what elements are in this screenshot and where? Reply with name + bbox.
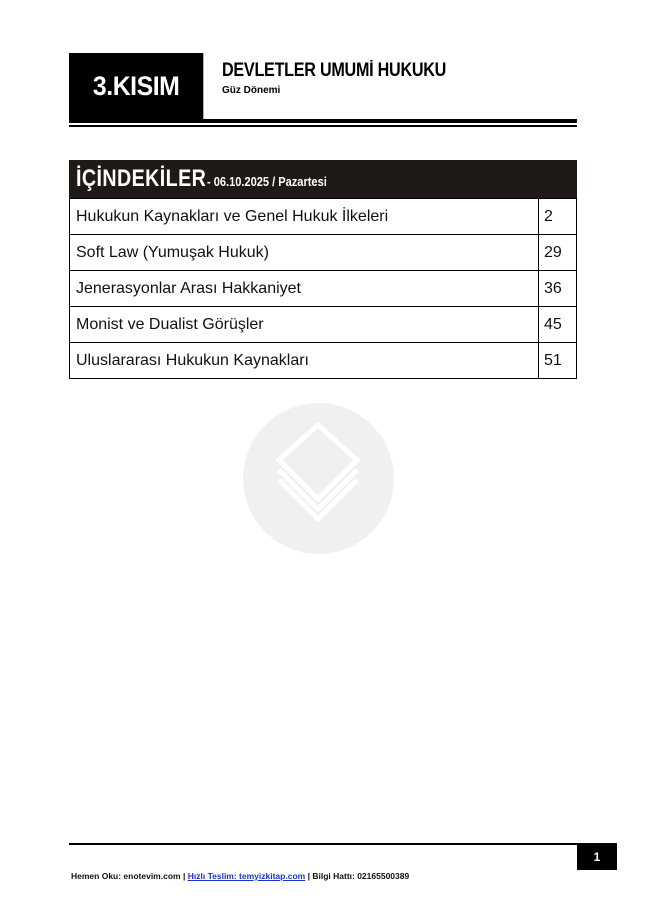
toc-row[interactable] xyxy=(70,343,577,379)
footer-info-line: Bilgi Hattı: 02165500389 xyxy=(312,871,410,881)
footer-read-label: Hemen Oku: enotevim.com xyxy=(71,871,181,881)
toc-header xyxy=(69,160,577,198)
toc-row[interactable] xyxy=(70,307,577,343)
toc-item-title[interactable]: Monist ve Dualist Görüşler xyxy=(70,307,539,343)
term-label: Güz Dönemi xyxy=(222,85,281,96)
toc-date: - 06.10.2025 / Pazartesi xyxy=(206,173,327,189)
footer-delivery-link[interactable]: Hızlı Teslim: temyizkitap.com xyxy=(187,871,306,881)
toc-item-title[interactable]: Hukukun Kaynakları ve Genel Hukuk İlkeleri xyxy=(70,199,539,235)
footer-rule xyxy=(69,843,577,845)
toc-item-page: 36 xyxy=(539,271,577,307)
toc-row[interactable] xyxy=(70,235,577,271)
course-title: DEVLETLER UMUMİ HUKUKU xyxy=(222,60,447,81)
toc-item-page: 29 xyxy=(539,235,577,271)
toc-item-title[interactable]: Soft Law (Yumuşak Hukuk) xyxy=(70,235,539,271)
toc-row[interactable] xyxy=(70,199,577,235)
footer-separator: | xyxy=(182,871,186,881)
footer-separator: | xyxy=(307,871,310,881)
page-number: 1 xyxy=(577,843,617,870)
header-rule-thick xyxy=(69,119,577,123)
toc-table xyxy=(69,198,577,379)
toc-row[interactable] xyxy=(70,271,577,307)
header-rule-thin xyxy=(69,125,577,127)
toc-item-title[interactable]: Jenerasyonlar Arası Hakkaniyet xyxy=(70,271,539,307)
footer-info xyxy=(71,871,409,881)
stacked-layers-icon xyxy=(243,403,394,554)
toc-item-page: 45 xyxy=(539,307,577,343)
toc-item-page: 2 xyxy=(539,199,577,235)
toc-item-page: 51 xyxy=(539,343,577,379)
chapter-label-box xyxy=(69,53,203,119)
chapter-label: 3.KISIM xyxy=(92,70,180,101)
toc-item-title[interactable]: Uluslararası Hukukun Kaynakları xyxy=(70,343,539,379)
toc-heading: İÇİNDEKİLER xyxy=(76,165,207,192)
